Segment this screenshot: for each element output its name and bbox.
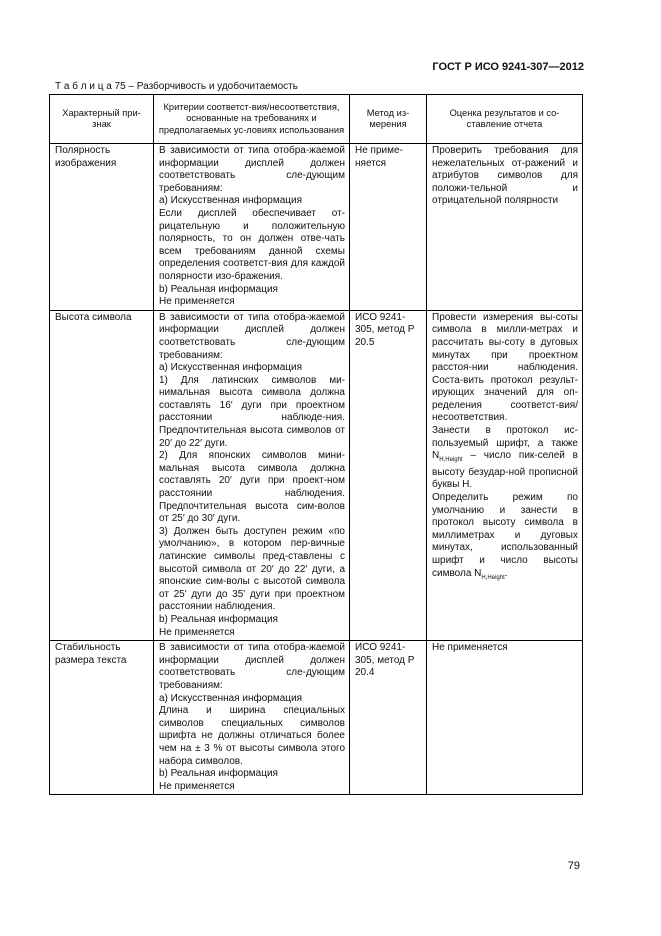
header-evaluation: Оценка результатов и со-ставление отчета [427, 95, 583, 144]
criteria-line: а) Искусственная информация [159, 692, 302, 704]
method-cell: ИСО 9241-305, метод Р 20.5 [350, 310, 427, 640]
criteria-line: Не применяется [159, 296, 235, 308]
criteria-line: В зависимости от типа отобра-жаемой информации дисплей должен соответствовать сле-дующим требованиям: [159, 642, 345, 691]
evaluation-line: Провести измерения вы-соты символа в милли-метрах и рассчитать вы-соту в дуговых минутах при проектном расстоя-нии наблюдения. Соста-вить протокол результ-ирующих значений для оп-ределения соответст-вия/несоответствия. [432, 311, 578, 424]
evaluation-text: Занести в протокол ис-пользуемый шрифт, а также N [432, 425, 578, 462]
page-number: 79 [567, 860, 580, 872]
evaluation-text: – число пик-селей в высоту безудар-ной прописной буквы Н. [432, 450, 578, 491]
criteria-line: Длина и ширина специальных символов специальных символов шрифта не должны отличаться более чем на ± 3 % от высоты символа этого набора символов. [159, 705, 345, 767]
evaluation-line: Проверить требования для нежелательных от-ражений и атрибутов символов для положи-тельной и отрицательной полярности [432, 145, 578, 207]
evaluation-text: Определить режим по умолчанию и занести в протокол высоту символа в миллиметрах и дуговых минутах, использованный шрифт и число высоты символа N [432, 492, 578, 579]
feature-cell: Стабильность размера текста [50, 641, 154, 795]
criteria-line: b) Реальная информация [159, 283, 278, 295]
criteria-line: 1) Для латинских символов ми-нимальная высота символа должна составлять 16′ дуги при проектном расстоянии наблюде-ния. Предпочтительная высота символов от 20′ до 22′ дуги. [159, 374, 345, 449]
evaluation-line [432, 425, 578, 492]
criteria-cell [154, 144, 350, 311]
criteria-line: b) Реальная информация [159, 768, 278, 780]
method-cell: Не приме-няется [350, 144, 427, 311]
criteria-line: а) Искусственная информация [159, 195, 302, 207]
criteria-line: В зависимости от типа отобра-жаемой информации дисплей должен соответствовать сле-дующим требованиям: [159, 145, 345, 194]
header-feature: Характерный при-знак [50, 95, 154, 144]
evaluation-cell [427, 144, 583, 311]
criteria-line: 3) Должен быть доступен режим «по умолчанию», в котором пер-вичные латинские символы пред-ставлены с высотой символа от 20′ до 22′ дуги, а японские сим-волы с высотой символа от 25' дуги до 35' дуги при проектном расстоянии наблюдения. [159, 525, 345, 613]
evaluation-text: . [504, 567, 508, 579]
criteria-line: Если дисплей обеспечивает от-рицательную и положительную полярность, то он должен отве-чать всем требованиям данной схемы определения соответст-вия для каждой полярности изо-бражения. [159, 207, 345, 282]
criteria-line: 2) Для японских символов мини-мальная высота символа должна составлять 20′ дуги при проект-ном расстоянии наблюдения. Предпочтительная высота сим-волов от 25′ до 30′ дуги. [159, 450, 345, 525]
standard-code: ГОСТ Р ИСО 9241-307—2012 [432, 61, 584, 73]
table-row [50, 144, 583, 311]
criteria-line: Не применяется [159, 626, 235, 638]
evaluation-cell [427, 310, 583, 640]
feature-cell: Высота символа [50, 310, 154, 640]
subscript: H,Height [439, 457, 463, 464]
criteria-cell [154, 641, 350, 795]
table-caption: Т а б л и ц а 75 – Разборчивость и удобочитаемость [55, 81, 298, 92]
evaluation-line: Не применяется [432, 642, 508, 654]
method-cell: ИСО 9241-305, метод Р 20.4 [350, 641, 427, 795]
table-header-row [50, 95, 583, 144]
header-method: Метод из-мерения [350, 95, 427, 144]
criteria-line: b) Реальная информация [159, 613, 278, 625]
subscript: H,Height [481, 574, 505, 581]
header-criteria: Критерии соответст-вия/несоответствия, основанные на требованиях и предполагаемых ус-ловиях использования [154, 95, 350, 144]
criteria-line: В зависимости от типа отобра-жаемой информации дисплей должен соответствовать сле-дующим требованиям: [159, 311, 345, 361]
criteria-cell [154, 310, 350, 640]
legibility-table [49, 94, 583, 795]
criteria-line: а) Искусственная информация [159, 362, 302, 374]
evaluation-cell [427, 641, 583, 795]
table-row [50, 641, 583, 795]
evaluation-line [432, 492, 578, 584]
feature-cell: Полярность изображения [50, 144, 154, 311]
table-row [50, 310, 583, 640]
criteria-line: Не применяется [159, 780, 235, 792]
